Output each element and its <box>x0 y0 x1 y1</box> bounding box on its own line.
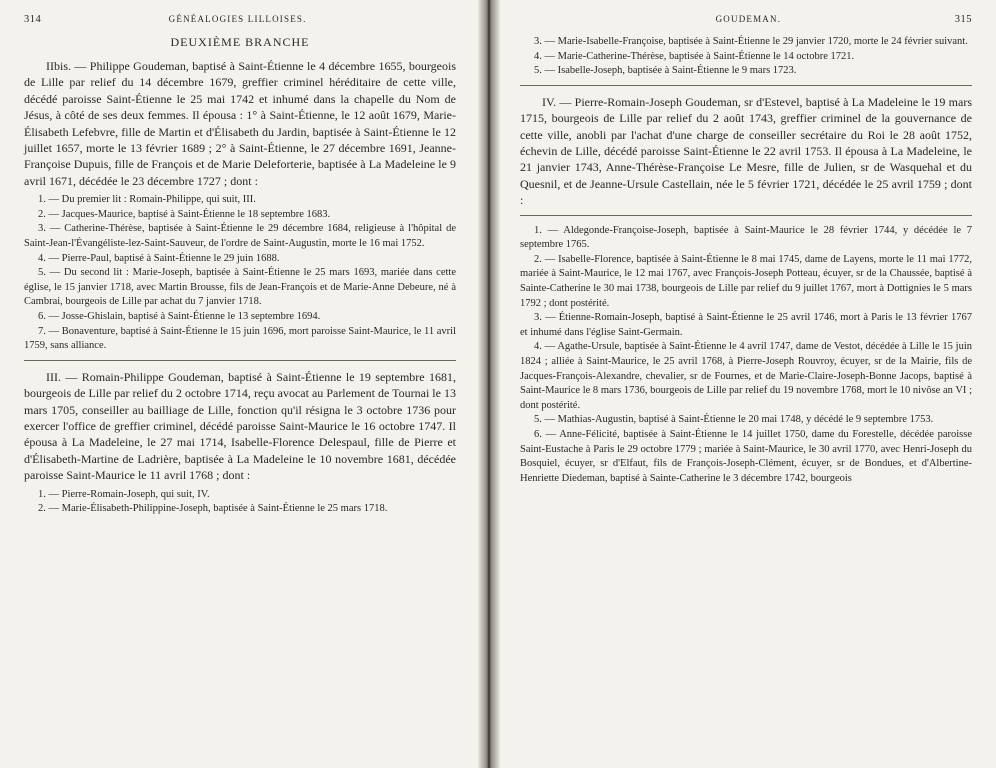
list-item: 5. — Du second lit : Marie-Joseph, baptisée à Saint-Étienne le 25 mars 1693, mariée dans cette église, le 15 janvier 1718, avec Martin Brousse, fils de Jean-François et de Marie-Anne Debeure, né à Cambrai, bourgeois de Lille par achat du 7 janvier 1718. <box>24 267 456 308</box>
list-item: 6. — Anne-Félicité, baptisée à Saint-Étienne le 14 juillet 1750, dame du Forestelle, décédée paroisse Saint-Eustache à Paris le 29 octobre 1779 ; mariée à Saint-Maurice, le 30 avril 1770, avec Henri-Joseph du Bosquiel, écuyer, sr d'Elfaut, fils de François-Joseph-Clément, écuyer, sr de Bondues, et d'Albertine-Henriette Diedeman, baptisé à Sainte-Catherine le 3 décembre 1742, bourgeois <box>520 428 972 484</box>
list-item: 3. — Marie-Isabelle-Françoise, baptisée à Saint-Étienne le 29 janvier 1720, morte le 24 février suivant. <box>534 36 968 47</box>
list-item: 7. — Bonaventure, baptisé à Saint-Étienne le 15 juin 1696, mort paroisse Saint-Maurice, le 11 avril 1759, sans alliance. <box>24 325 456 352</box>
children-list-II <box>24 193 456 354</box>
paragraph-IV: IV. — Pierre-Romain-Joseph Goudeman, sr d'Estevel, baptisé à La Madeleine le 19 mars 1715, bourgeois de Lille par relief du 2 août 1743, greffier criminel de la gouvernance de cette ville, anobli par l'achat d'une charge de conseiller secrétaire du Roi le 28 août 1752, échevin de Lille, décédé paroisse Saint-Étienne le 22 avril 1753. Il épousa à La Madeleine, le 21 janvier 1743, Anne-Thérèse-Françoise Le Mesre, fille de Julien, sr de Wasquehal et du Quesnil, et de Jeanne-Ursule Castellain, née le 5 février 1721, décédée le 25 avril 1759 ; dont : <box>520 94 972 208</box>
right-running-head <box>520 14 972 25</box>
list-item: 4. — Pierre-Paul, baptisé à Saint-Étienne le 29 juin 1688. <box>38 252 280 264</box>
list-item: 5. — Mathias-Augustin, baptisé à Saint-Étienne le 20 mai 1748, y décédé le 9 septembre 1753. <box>534 414 934 426</box>
left-running-head <box>24 14 456 25</box>
children-list-III-continued <box>520 35 972 79</box>
section-divider <box>520 215 972 216</box>
list-item: 4. — Marie-Catherine-Thérèse, baptisée à Saint-Étienne le 14 octobre 1721. <box>534 50 855 62</box>
left-page-number: 314 <box>24 14 42 25</box>
list-item: 2. — Isabelle-Florence, baptisée à Saint-Étienne le 8 mai 1745, dame de Layens, morte le 11 mai 1772, mariée à Saint-Maurice, le 12 mai 1767, avec François-Joseph Potteau, écuyer, sr de la Chaussée, baptisé à Sainte-Catherine le 30 mai 1738, bourgeois de Lille par relief du 9 juillet 1767, mort à Dottignies le 5 mars 1792 ; dont postérité. <box>520 253 972 309</box>
list-item: 3. — Étienne-Romain-Joseph, baptisé à Saint-Étienne le 25 avril 1746, mort à Paris le 13 février 1767 et inhumé dans l'église Saint-Germain. <box>520 312 972 338</box>
list-item: 1. — Du premier lit : Romain-Philippe, qui suit, III. <box>38 194 256 206</box>
right-running-title: GOUDEMAN. <box>715 14 782 24</box>
section-title: DEUXIÈME BRANCHE <box>170 35 310 49</box>
list-item: 6. — Josse-Ghislain, baptisé à Saint-Étienne le 13 septembre 1694. <box>38 311 321 322</box>
section-divider <box>24 360 456 361</box>
left-running-title: GÉNÉALOGIES LILLOISES. <box>168 14 307 24</box>
paragraph-II: IIbis. — Philippe Goudeman, baptisé à Saint-Étienne le 4 décembre 1655, bourgeois de Lille par relief du 14 décembre 1679, greffier criminel héréditaire de cette ville, décédé paroisse Saint-Étienne le 25 mai 1742 et inhumé dans la chapelle du Nom de Jésus, à côté de ses deux femmes. Il épousa : 1° à Saint-Étienne, le 12 août 1679, Marie-Élisabeth Lefebvre, fille de Martin et d'Élisabeth du Jardin, baptisée à Saint-Étienne le 12 juillet 1657, morte le 13 février 1689 ; 2° à Saint-Étienne, le 27 décembre 1691, Jeanne-Françoise Dupuis, fille de François et de Marie Deleforterie, baptisée à La Madeleine le 9 avril 1671, décédée le 23 décembre 1727 ; dont : <box>24 59 456 188</box>
list-item: 1. — Pierre-Romain-Joseph, qui suit, IV. <box>38 488 210 500</box>
list-item: 1. — Aldegonde-Françoise-Joseph, baptisée à Saint-Maurice le 28 février 1744, y décédée le 7 septembre 1765. <box>520 224 972 251</box>
list-item: 5. — Isabelle-Joseph, baptisée à Saint-Étienne le 9 mars 1723. <box>534 65 797 77</box>
children-list-III <box>24 488 456 517</box>
list-item: 3. — Catherine-Thérèse, baptisée à Saint-Étienne le 29 décembre 1684, religieuse à l'hôpital de Saint-Jean-l'Évangéliste-lez-Saint-Sauveur, de l'ordre de Saint-Augustin, morte le 16 mai 1752. <box>24 223 456 250</box>
children-list-IV <box>520 224 972 487</box>
paragraph-III: III. — Romain-Philippe Goudeman, baptisé à Saint-Étienne le 19 septembre 1681, bourgeois de Lille par relief du 2 octobre 1714, reçu avocat au Parlement de Tournai le 13 mars 1705, conseiller au bailliage de Lille, fonction qu'il résigna le 3 octobre 1736 pour exercer l'office de greffier criminel, décédé paroisse Saint-Maurice le 16 octobre 1747. Il épousa à La Madeleine, le 27 mai 1714, Isabelle-Florence Delespaul, fille de Pierre et d'Élisabeth-Martine de Ladrière, baptisée à La Madeleine le 10 novembre 1681, décédée paroisse Saint-Maurice le 11 avril 1768 ; dont : <box>24 369 456 483</box>
list-item: 2. — Marie-Élisabeth-Philippine-Joseph, baptisée à Saint-Étienne le 25 mars 1718. <box>38 503 388 515</box>
list-item: 4. — Agathe-Ursule, baptisée à Saint-Étienne le 4 avril 1747, dame de Vestot, décédée à Lille le 15 juin 1824 ; alliée à Saint-Maurice, le 25 avril 1768, à Pierre-Joseph Rouvroy, écuyer, sr de la Mairie, fils de Jacques-François-Alexandre, chevalier, sr de Fournes, et de Marie-Claire-Joseph-Bonne Jacops, baptisé à Saint-Maurice le 8 mars 1736, bourgeois de Lille par relief du 19 novembre 1768, mort le 10 nivôse an VI ; dont postérité. <box>520 341 972 411</box>
left-page <box>0 0 478 768</box>
section-divider <box>520 85 972 86</box>
book-gutter <box>478 0 500 768</box>
right-page <box>500 0 996 768</box>
list-item: 2. — Jacques-Maurice, baptisé à Saint-Étienne le 18 septembre 1683. <box>38 208 331 220</box>
right-page-number: 315 <box>954 14 972 25</box>
